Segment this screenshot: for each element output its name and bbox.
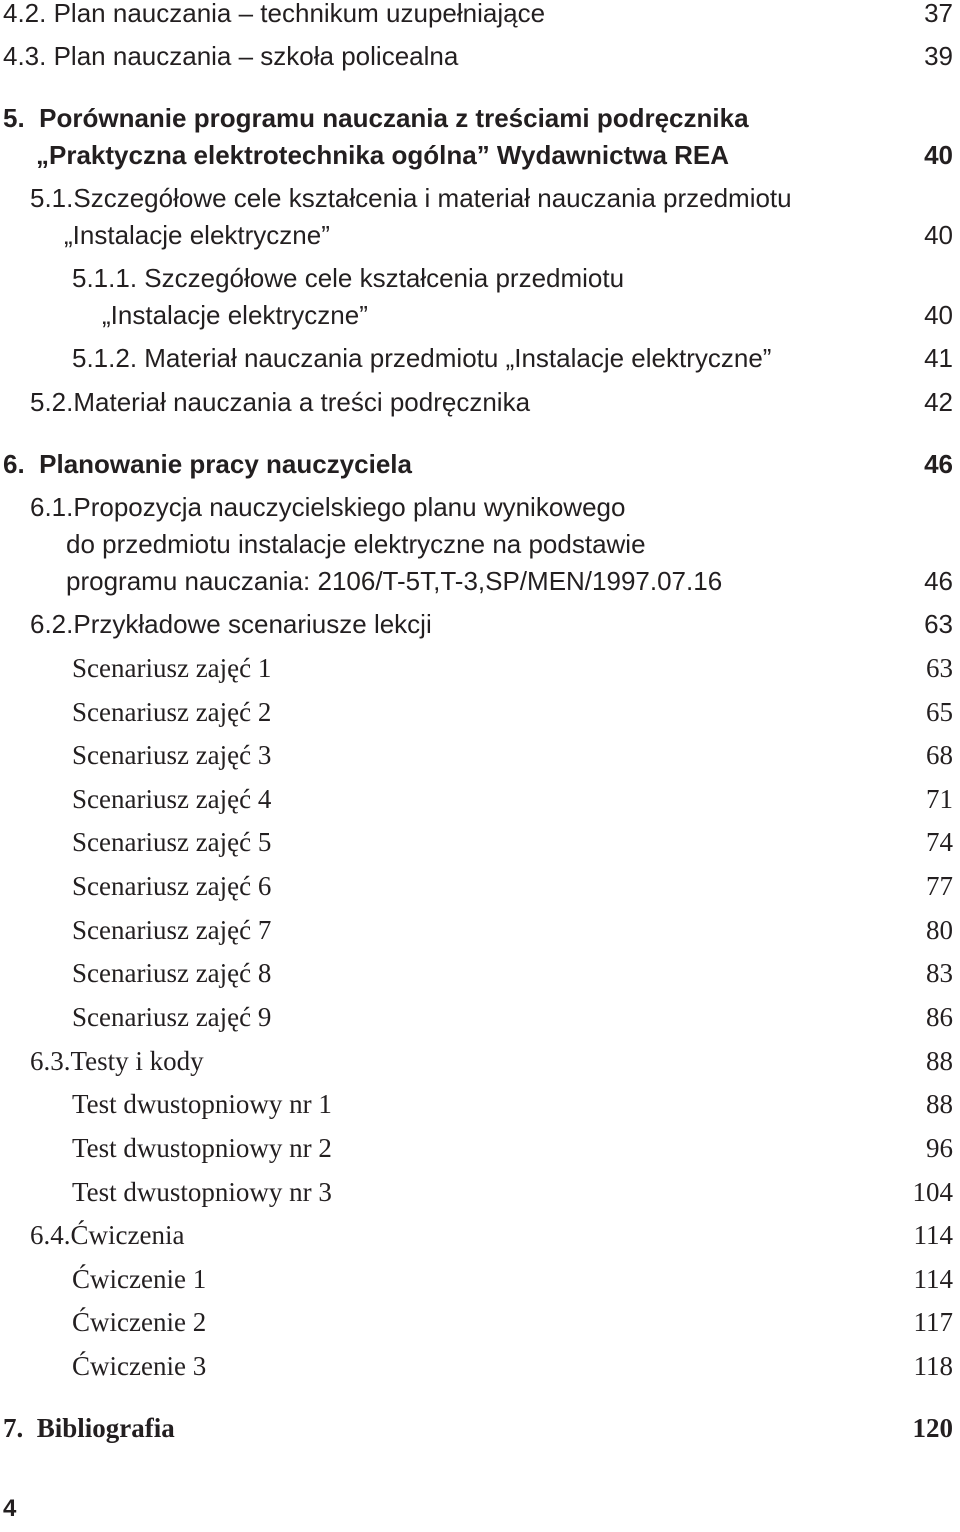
- toc-subentry-page: 65: [926, 697, 953, 727]
- toc-subentry-text: Test dwustopniowy nr 2: [72, 1133, 332, 1163]
- toc-entry-text: 6.4.Ćwiczenia: [30, 1220, 185, 1250]
- toc-subentry-page: 83: [926, 958, 953, 988]
- toc-subentry-page: 80: [926, 915, 953, 945]
- toc-subentry-page: 114: [913, 1264, 953, 1294]
- toc-entry-page: 40: [924, 220, 953, 250]
- toc-subentry-page: 74: [926, 827, 953, 857]
- toc-subentry-page: 117: [913, 1307, 953, 1337]
- toc-entry-text: 5.1.2. Materiał nauczania przedmiotu „Instalacje elektryczne”: [72, 343, 772, 373]
- toc-subentry-text: Scenariusz zajęć 4: [72, 784, 272, 814]
- toc-subentry-text: Scenariusz zajęć 9: [72, 1002, 272, 1032]
- toc-entry-text: 4.3. Plan nauczania – szkoła policealna: [3, 41, 459, 71]
- toc-entry-text: 6.1.Propozycja nauczycielskiego planu wynikowego: [30, 492, 626, 522]
- toc-subentry-page: 68: [926, 740, 953, 770]
- toc-entry-text: 5.2.Materiał nauczania a treści podręcznika: [30, 387, 531, 417]
- toc-subentry-text: Scenariusz zajęć 7: [72, 915, 272, 945]
- toc-entry-text: 6.3.Testy i kody: [30, 1046, 204, 1076]
- toc-subentry-text: Scenariusz zajęć 1: [72, 653, 272, 683]
- toc-entry-page: 88: [926, 1046, 953, 1076]
- toc-entry-text: „Instalacje elektryczne”: [102, 300, 368, 330]
- toc-subentry-text: Scenariusz zajęć 3: [72, 740, 272, 770]
- toc-subentry-text: Ćwiczenie 1: [72, 1264, 207, 1294]
- toc-subentry-page: 86: [926, 1002, 953, 1032]
- toc-chapter-page: 120: [912, 1413, 953, 1443]
- toc-subentry-text: Test dwustopniowy nr 3: [72, 1177, 332, 1207]
- toc-entry-page: 41: [924, 343, 953, 373]
- toc-chapter-title: „Praktyczna elektrotechnika ogólna” Wydawnictwa REA: [36, 140, 730, 170]
- toc-subentry-page: 104: [912, 1177, 953, 1207]
- toc-subentry-text: Scenariusz zajęć 8: [72, 958, 272, 988]
- toc-subentry-text: Test dwustopniowy nr 1: [72, 1089, 332, 1119]
- toc-entry-page: 42: [924, 387, 953, 417]
- toc-subentry-page: 88: [926, 1089, 953, 1119]
- toc-subentry-page: 71: [926, 784, 953, 814]
- toc-chapter-title: 7. Bibliografia: [3, 1413, 175, 1443]
- toc-subentry-page: 118: [913, 1351, 953, 1381]
- toc-entry-text: 5.1.Szczegółowe cele kształcenia i materiał nauczania przedmiotu: [30, 183, 792, 213]
- toc-entry-page: 40: [924, 300, 953, 330]
- toc-chapter-title: 6. Planowanie pracy nauczyciela: [3, 449, 412, 479]
- toc-subentry-text: Ćwiczenie 3: [72, 1351, 207, 1381]
- toc-chapter-title: 5. Porównanie programu nauczania z treściami podręcznika: [3, 103, 749, 133]
- toc-chapter-page: 46: [924, 449, 953, 479]
- toc-entry-page: 46: [924, 566, 953, 596]
- toc-subentry-page: 96: [926, 1133, 953, 1163]
- toc-subentry-page: 63: [926, 653, 953, 683]
- toc-entry-page: 63: [924, 609, 953, 639]
- page-number: 4: [3, 1495, 17, 1522]
- toc-subentry-text: Ćwiczenie 2: [72, 1307, 207, 1337]
- toc-entry-text: 4.2. Plan nauczania – technikum uzupełniające: [3, 0, 546, 28]
- toc-entry-text: 6.2.Przykładowe scenariusze lekcji: [30, 609, 432, 639]
- toc-subentry-text: Scenariusz zajęć 2: [72, 697, 272, 727]
- toc-entry-page: 114: [913, 1220, 953, 1250]
- toc-entry-text: 5.1.1. Szczegółowe cele kształcenia przedmiotu: [72, 263, 625, 293]
- toc-entry-page: 37: [924, 0, 953, 28]
- toc-subentry-text: Scenariusz zajęć 6: [72, 871, 272, 901]
- toc-subentry-text: Scenariusz zajęć 5: [72, 827, 272, 857]
- toc-entry-text: „Instalacje elektryczne”: [64, 220, 330, 250]
- toc-entry-page: 39: [924, 41, 953, 71]
- toc-entry-text: do przedmiotu instalacje elektryczne na podstawie: [66, 529, 646, 559]
- toc-entry-text: programu nauczania: 2106/T-5T,T-3,SP/MEN/1997.07.16: [66, 566, 723, 596]
- toc-subentry-page: 77: [926, 871, 953, 901]
- toc-chapter-page: 40: [924, 140, 953, 170]
